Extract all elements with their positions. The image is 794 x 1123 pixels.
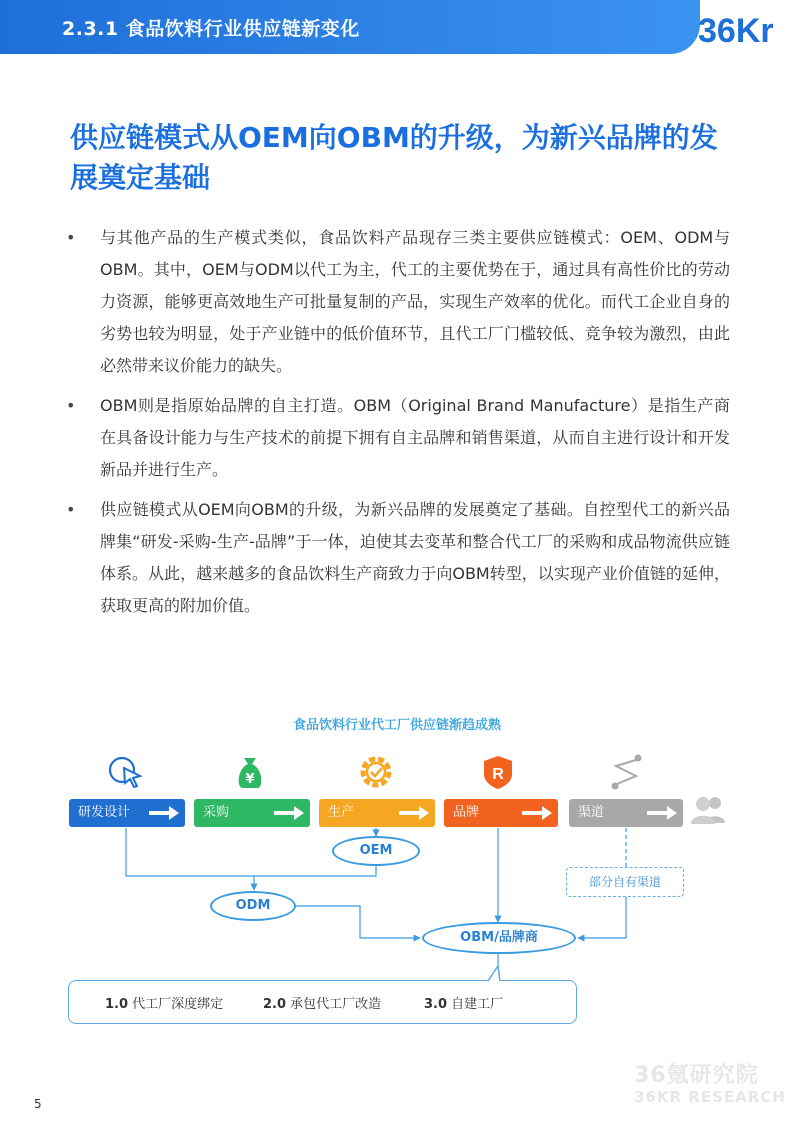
stage-design — [69, 799, 185, 827]
users-icon — [688, 790, 728, 830]
stage-label: 渠道 — [578, 805, 605, 820]
stage-procurement — [194, 799, 310, 827]
bullet-paragraph — [66, 390, 730, 486]
watermark-en: 36KR RESEARCH — [634, 1088, 786, 1106]
node-oem: OEM — [332, 836, 420, 866]
phase-label: 自建工厂 — [451, 997, 504, 1012]
touch-design-icon — [106, 752, 146, 792]
svg-text:¥: ¥ — [245, 772, 255, 787]
brand-r-badge-icon — [478, 752, 518, 792]
stage-label: 生产 — [328, 805, 355, 820]
bullet-paragraph — [66, 494, 730, 622]
supply-chain-diagram — [0, 700, 794, 1040]
phase-panel — [68, 980, 577, 1024]
diagram-title: 食品饮料行业代工厂供应链渐趋成熟 — [292, 718, 501, 733]
channel-note-box: 部分自有渠道 — [566, 867, 684, 897]
bullet-text: 供应链模式从OEM向OBM的升级，为新兴品牌的发展奠定了基础。自控型代工的新兴品牌集“研发-采购-生产-品牌”于一体，迫使其去变革和整合代工厂的采购和成品物流供应链体系。从此，越来越多的食品饮料生产商致力于向OBM转型，以实现产业价值链的延伸，获取更高的附加价值。 — [100, 500, 730, 615]
stage-label: 研发设计 — [78, 805, 131, 820]
body-text — [66, 222, 730, 630]
stage-channel — [569, 799, 683, 827]
connector-design-to-odm — [126, 828, 254, 890]
route-path-icon — [606, 752, 646, 792]
bullet-text: 与其他产品的生产模式类似，食品饮料产品现存三类主要供应链模式：OEM、ODM与OBM。其中，OEM与ODM以代工为主，代工的主要优势在于，通过具有高性价比的劳动力资源，能够更高效地生产可批量复制的产品，实现生产效率的优化。而代工企业自身的劣势也较为明显，处于产业链中的低价值环节，且代工厂门槛较低、竞争较为激烈，由此必然带来议价能力的缺失。 — [100, 228, 730, 375]
phase-number: 1.0 — [105, 997, 129, 1012]
36kr-logo — [698, 2, 794, 54]
bullet-marker: • — [66, 500, 76, 519]
stage-label: 品牌 — [453, 805, 480, 820]
watermark-cn: 36氪研究院 — [634, 1063, 759, 1088]
section-title: 2.3.1 食品饮料行业供应链新变化 — [62, 18, 360, 40]
bullet-marker: • — [66, 228, 76, 247]
header-bar — [0, 0, 700, 54]
page-heading: 供应链模式从OEM向OBM的升级，为新兴品牌的发展奠定基础 — [70, 121, 718, 194]
bullet-text: OBM则是指原始品牌的自主打造。OBM（Original Brand Manufacture）是指生产商在具备设计能力与生产技术的前提下拥有自主品牌和销售渠道，从而自主进行设计和开发新品并进行生产。 — [100, 396, 730, 479]
phase-number: 3.0 — [424, 997, 448, 1012]
bullet-marker: • — [66, 396, 76, 415]
phase-item — [105, 993, 223, 1012]
stage-label: 采购 — [203, 805, 230, 820]
arrow-right-icon — [647, 806, 677, 820]
node-odm: ODM — [210, 891, 296, 921]
gear-check-icon — [356, 752, 396, 792]
phase-label: 代工厂深度绑定 — [132, 997, 224, 1012]
money-bag-icon — [230, 752, 270, 792]
phase-label: 承包代工厂改造 — [290, 997, 382, 1012]
phase-item — [424, 993, 503, 1012]
node-obm: OBM/品牌商 — [422, 922, 576, 954]
connector-note-to-obm — [578, 897, 626, 938]
svg-text:R: R — [492, 766, 504, 783]
page-number: 5 — [34, 1097, 42, 1111]
phase-number: 2.0 — [263, 997, 287, 1012]
stage-brand — [444, 799, 558, 827]
phase-item — [263, 993, 381, 1012]
bullet-paragraph — [66, 222, 730, 382]
stage-production — [319, 799, 435, 827]
arrow-right-icon — [149, 806, 179, 820]
arrow-right-icon — [399, 806, 429, 820]
logo-text: 36Kr — [698, 12, 774, 50]
arrow-right-icon — [274, 806, 304, 820]
connector-oem-to-odm — [254, 866, 376, 876]
connector-odm-to-obm — [296, 906, 420, 938]
arrow-right-icon — [522, 806, 552, 820]
